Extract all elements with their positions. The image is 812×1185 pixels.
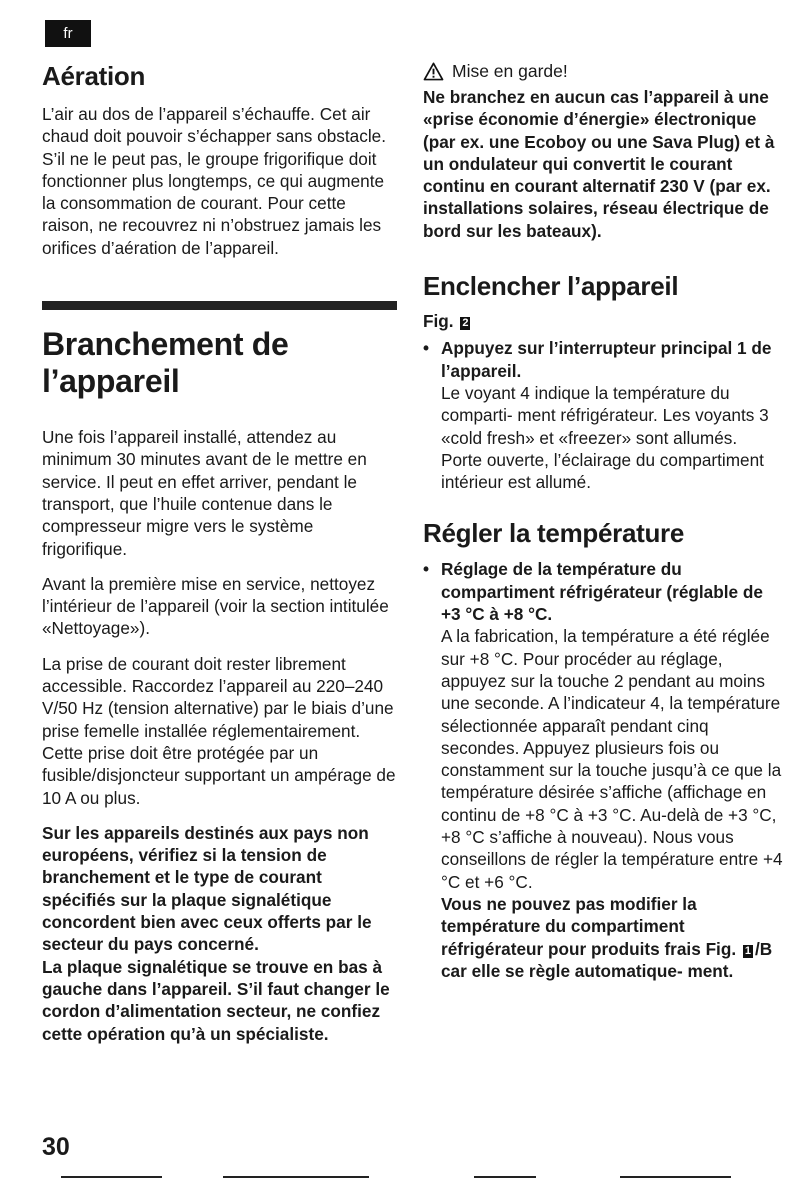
warning-text: Ne branchez en aucun cas l’appareil à une «prise économie d’énergie» électronique (par ex. une Ecoboy ou une Sava Plug) et à un ondulateur qui convertit le courant continu en courant alternatif 230 V (par ex. installations solaires, réseau électrique de bord sur les bateaux).: [423, 87, 775, 241]
warning-triangle-icon: [423, 62, 444, 81]
warning-heading: [423, 60, 783, 82]
aeration-heading: Aération: [42, 61, 146, 91]
branchement-bold-paragraph-2: La plaque signalétique se trouve en bas à gauche dans l’appareil. S’il faut changer le cordon d’alimentation secteur, ne confiez cette opération qu’à un spécialiste.: [42, 956, 390, 1044]
regler-paragraph: A la fabrication, la température a été réglée sur +8 °C. Pour procéder au réglage, appuyez sur la touche 2 pendant au moins une seconde. A l’indicateur 4, la température sélectionnée apparaît pendant cinq secondes. Appuyez plusieurs fois ou constamment sur la touche jusqu’à ce que la température désirée s’affiche (affichage en continu de +8 °C à +3 °C. Au-delà de +3 °C, +8 °C s’affiche à nouveau). Nous vous conseillons de régler la température entre +4 °C et +6 °C.: [441, 626, 783, 892]
regler-heading: Régler la température: [423, 518, 685, 549]
branchement-heading: Branchement de l’appareil: [42, 326, 289, 400]
enclencher-paragraph: Le voyant 4 indique la température du comparti- ment réfrigérateur. Les voyants 3 «cold fresh» et «freezer» sont allumés. Porte ouverte, l’éclairage du compartiment intérieur est allumé.: [441, 382, 769, 493]
enclencher-heading: Enclencher l’appareil: [423, 271, 679, 302]
regler-bold-text: Vous ne pouvez pas modifier la température du compartiment réfrigérateur pour produits frais: [441, 893, 701, 959]
right-column: [423, 60, 783, 982]
regler-figure-number-box: 1: [744, 944, 752, 957]
figure-reference: [423, 310, 783, 332]
regler-bullet: • Réglage de la température du compartiment réfrigérateur (réglable de +3 °C à +8 °C.: [423, 558, 783, 625]
section-rule: [42, 301, 397, 310]
figure-label: Fig.: [423, 311, 454, 332]
regler-fig-label: Fig.: [705, 938, 737, 959]
aeration-paragraph: L’air au dos de l’appareil s’échauffe. Cet air chaud doit pouvoir s’échapper sans obstacle. S’il ne le peut pas, le groupe frigorifique doit fonctionner plus longtemps, ce qui augmente la consommation de courant. Pour cette raison, ne recouvrez ni n’obstruez jamais les orifices d’aération de l’appareil.: [42, 104, 386, 258]
branchement-paragraph-2: Avant la première mise en service, nettoyez l’intérieur de l’appareil (voir la section intitulée «Nettoyage»).: [42, 573, 389, 639]
footer-rule-3: [474, 1176, 536, 1178]
page-number: 30: [42, 1133, 70, 1161]
branchement-paragraph-1: Une fois l’appareil installé, attendez au minimum 30 minutes avant de le mettre en service. Il peut en effet arriver, pendant le transport, que l’huile contenue dans le compresseur migre vers le système frigorifique.: [42, 427, 367, 559]
enclencher-bullet: • Appuyez sur l’interrupteur principal 1 de l’appareil.: [423, 337, 783, 382]
regler-bold-end: /B car elle se règle automatique- ment.: [441, 938, 773, 981]
footer-rule-1: [61, 1176, 162, 1178]
footer-rule-2: [223, 1176, 369, 1178]
branchement-paragraph-3: La prise de courant doit rester librement accessible. Raccordez l’appareil au 220–240 V/50 Hz (tension alternative) par le biais d’une prise femelle installée réglementairement. Cette prise doit être protégée par un fusible/disjoncteur supportant un ampérage de 10 A ou plus.: [42, 653, 396, 808]
regler-bold-paragraph: [423, 893, 783, 982]
left-column: [42, 60, 397, 1045]
language-badge: fr: [45, 20, 91, 47]
figure-number-box: 2: [462, 317, 469, 330]
branchement-bold-paragraph-1: Sur les appareils destinés aux pays non européens, vérifiez si la tension de branchement et le type de courant spécifiés sur la plaque signalétique concordent bien avec ceux offerts par le secteur du pays concerné.: [42, 822, 372, 955]
warning-title: Mise en garde!: [452, 61, 568, 81]
footer-rule-4: [620, 1176, 731, 1178]
